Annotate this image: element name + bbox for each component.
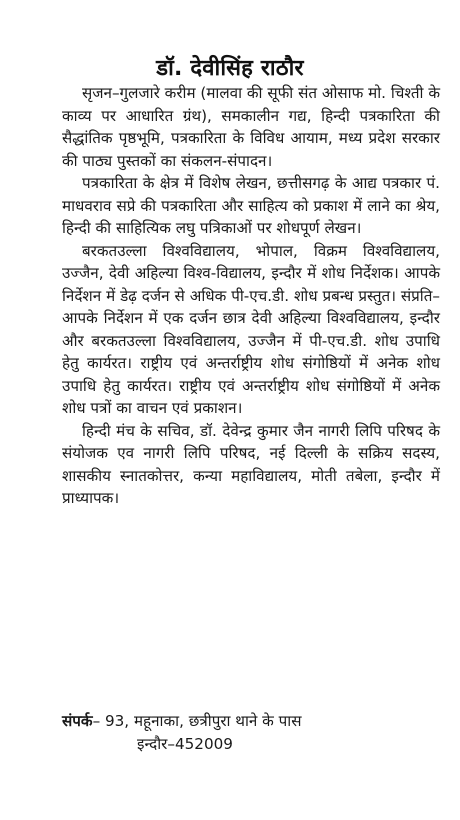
- page-title: डॉ. देवीसिंह राठौर: [156, 56, 304, 81]
- contact-city: इन्दौर–452009: [137, 734, 233, 753]
- paragraph-positions: हिन्दी मंच के सचिव, डॉ. देवेन्द्र कुमार जैन नागरी लिपि परिषद के संयोजक एव नागरी लिपि परिषद, नई दिल्ली के सक्रिय सदस्य, शासकीय स्नातकोत्तर, कन्या महाविद्यालय, मोती तबेला, इन्दौर में प्राध्यापक।: [62, 421, 440, 507]
- contact-label: संपर्क: [62, 712, 93, 730]
- biography-text: [62, 82, 440, 510]
- paragraph-publications: सृजन–गुलजारे करीम (मालवा की सूफी संत ओसाफ मो. चिश्ती के काव्य पर आधारित ग्रंथ), समकालीन गद्य, हिन्दी पत्रकारिता की सैद्धांतिक पृष्ठभूमि, पत्रकारिता के विविध आयाम, मध्य प्रदेश सरकार की पाठ्य पुस्तकों का संकलन-संपादन।: [62, 84, 440, 170]
- paragraph-journalism: पत्रकारिता के क्षेत्र में विशेष लेखन, छत्तीसगढ़ के आद्य पत्रकार पं. माधवराव सप्रे की पत्रकारिता और साहित्य को प्रकाश में लाने का श्रेय, हिन्दी की साहित्यिक लघु पत्रिकाओं पर शोधपूर्ण लेखन।: [62, 174, 440, 237]
- paragraph-research-guidance: बरकतउल्ला विश्वविद्यालय, भोपाल, विक्रम विश्वविद्यालय, उज्जैन, देवी अहिल्या विश्व-विद्यालय, इन्दौर में शोध निर्देशक। आपके निर्देशन में डेढ़ दर्जन से अधिक पी-एच.डी. शोध प्रबन्ध प्रस्तुत। संप्रति–आपके निर्देशन में एक दर्जन छात्र देवी अहिल्या विश्वविद्यालय, इन्दौर और बरकतउल्ला विश्वविद्यालय, उज्जैन में पी-एच.डी. शोध उपाधि हेतु कार्यरत। राष्ट्रीय एवं अन्तर्राष्ट्रीय शोध संगोष्ठियों में अनेक शोध उपाधि हेतु कार्यरत। राष्ट्रीय एवं अन्तर्राष्ट्रीय शोध संगोष्ठियों में अनेक शोध पत्रों का वाचन एवं प्रकाशन।: [62, 241, 440, 417]
- contact-address: – 93, महूनाका, छत्रीपुरा थाने के पास: [92, 712, 302, 730]
- contact-address-line: [62, 710, 440, 733]
- contact-block: [62, 710, 440, 755]
